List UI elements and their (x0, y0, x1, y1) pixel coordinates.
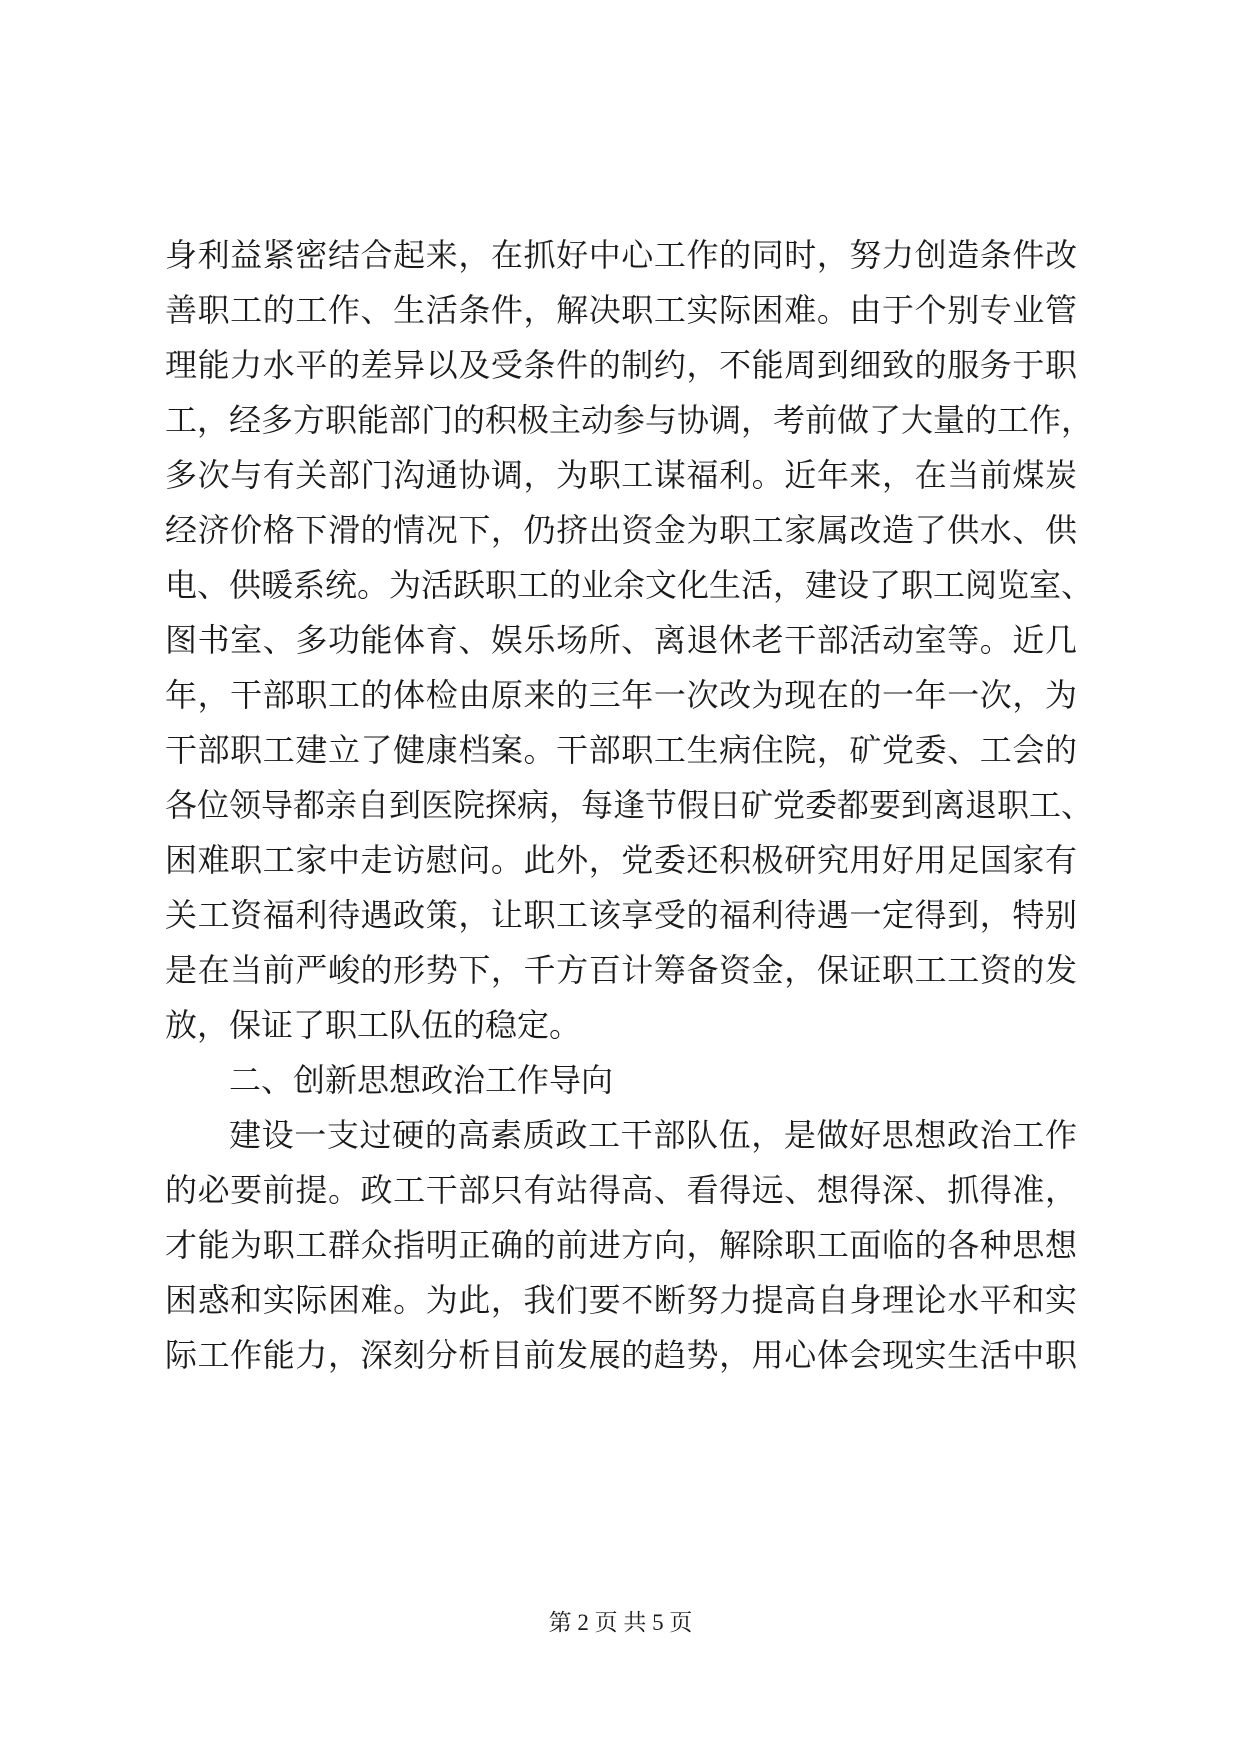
text-line-1: 身利益紧密结合起来，在抓好中心工作的同时，努力创造条件改 (165, 236, 1077, 274)
body-text (165, 228, 1094, 1383)
text-line-17: 建设一支过硬的高素质政工干部队伍，是做好思想政治工作 (229, 1116, 1077, 1154)
text-line-9: 年，干部职工的体检由原来的三年一次改为现在的一年一次，为 (165, 676, 1077, 714)
text-line-11: 各位领导都亲自到医院探病，每逢节假日矿党委都要到离退职工、 (165, 786, 1094, 824)
text-line-10: 干部职工建立了健康档案。干部职工生病住院，矿党委、工会的 (165, 731, 1077, 769)
text-line-19: 才能为职工群众指明正确的前进方向，解除职工面临的各种思想 (165, 1226, 1077, 1264)
text-line-12: 困难职工家中走访慰问。此外，党委还积极研究用好用足国家有 (165, 841, 1077, 879)
text-line-7: 电、供暖系统。为活跃职工的业余文化生活，建设了职工阅览室、 (165, 566, 1094, 604)
text-line-5: 多次与有关部门沟通协调，为职工谋福利。近年来，在当前煤炭 (165, 456, 1077, 494)
text-line-18: 的必要前提。政工干部只有站得高、看得远、想得深、抓得准， (165, 1171, 1077, 1209)
section-heading: 二、创新思想政治工作导向 (229, 1061, 614, 1099)
text-line-6: 经济价格下滑的情况下，仍挤出资金为职工家属改造了供水、供 (165, 511, 1077, 549)
text-line-14: 是在当前严峻的形势下，千方百计筹备资金，保证职工工资的发 (165, 951, 1077, 989)
text-line-13: 关工资福利待遇政策，让职工该享受的福利待遇一定得到，特别 (165, 896, 1077, 934)
text-line-20: 困惑和实际困难。为此，我们要不断努力提高自身理论水平和实 (165, 1281, 1077, 1319)
text-line-8: 图书室、多功能体育、娱乐场所、离退休老干部活动室等。近几 (165, 621, 1077, 659)
page-number-footer: 第 2 页 共 5 页 (548, 1610, 693, 1635)
text-line-4: 工，经多方职能部门的积极主动参与协调，考前做了大量的工作， (165, 401, 1094, 439)
text-line-3: 理能力水平的差异以及受条件的制约，不能周到细致的服务于职 (165, 346, 1077, 384)
text-line-2: 善职工的工作、生活条件，解决职工实际困难。由于个别专业管 (165, 291, 1077, 329)
text-line-15: 放，保证了职工队伍的稳定。 (165, 1006, 582, 1044)
text-line-21: 际工作能力，深刻分析目前发展的趋势，用心体会现实生活中职 (165, 1336, 1077, 1374)
